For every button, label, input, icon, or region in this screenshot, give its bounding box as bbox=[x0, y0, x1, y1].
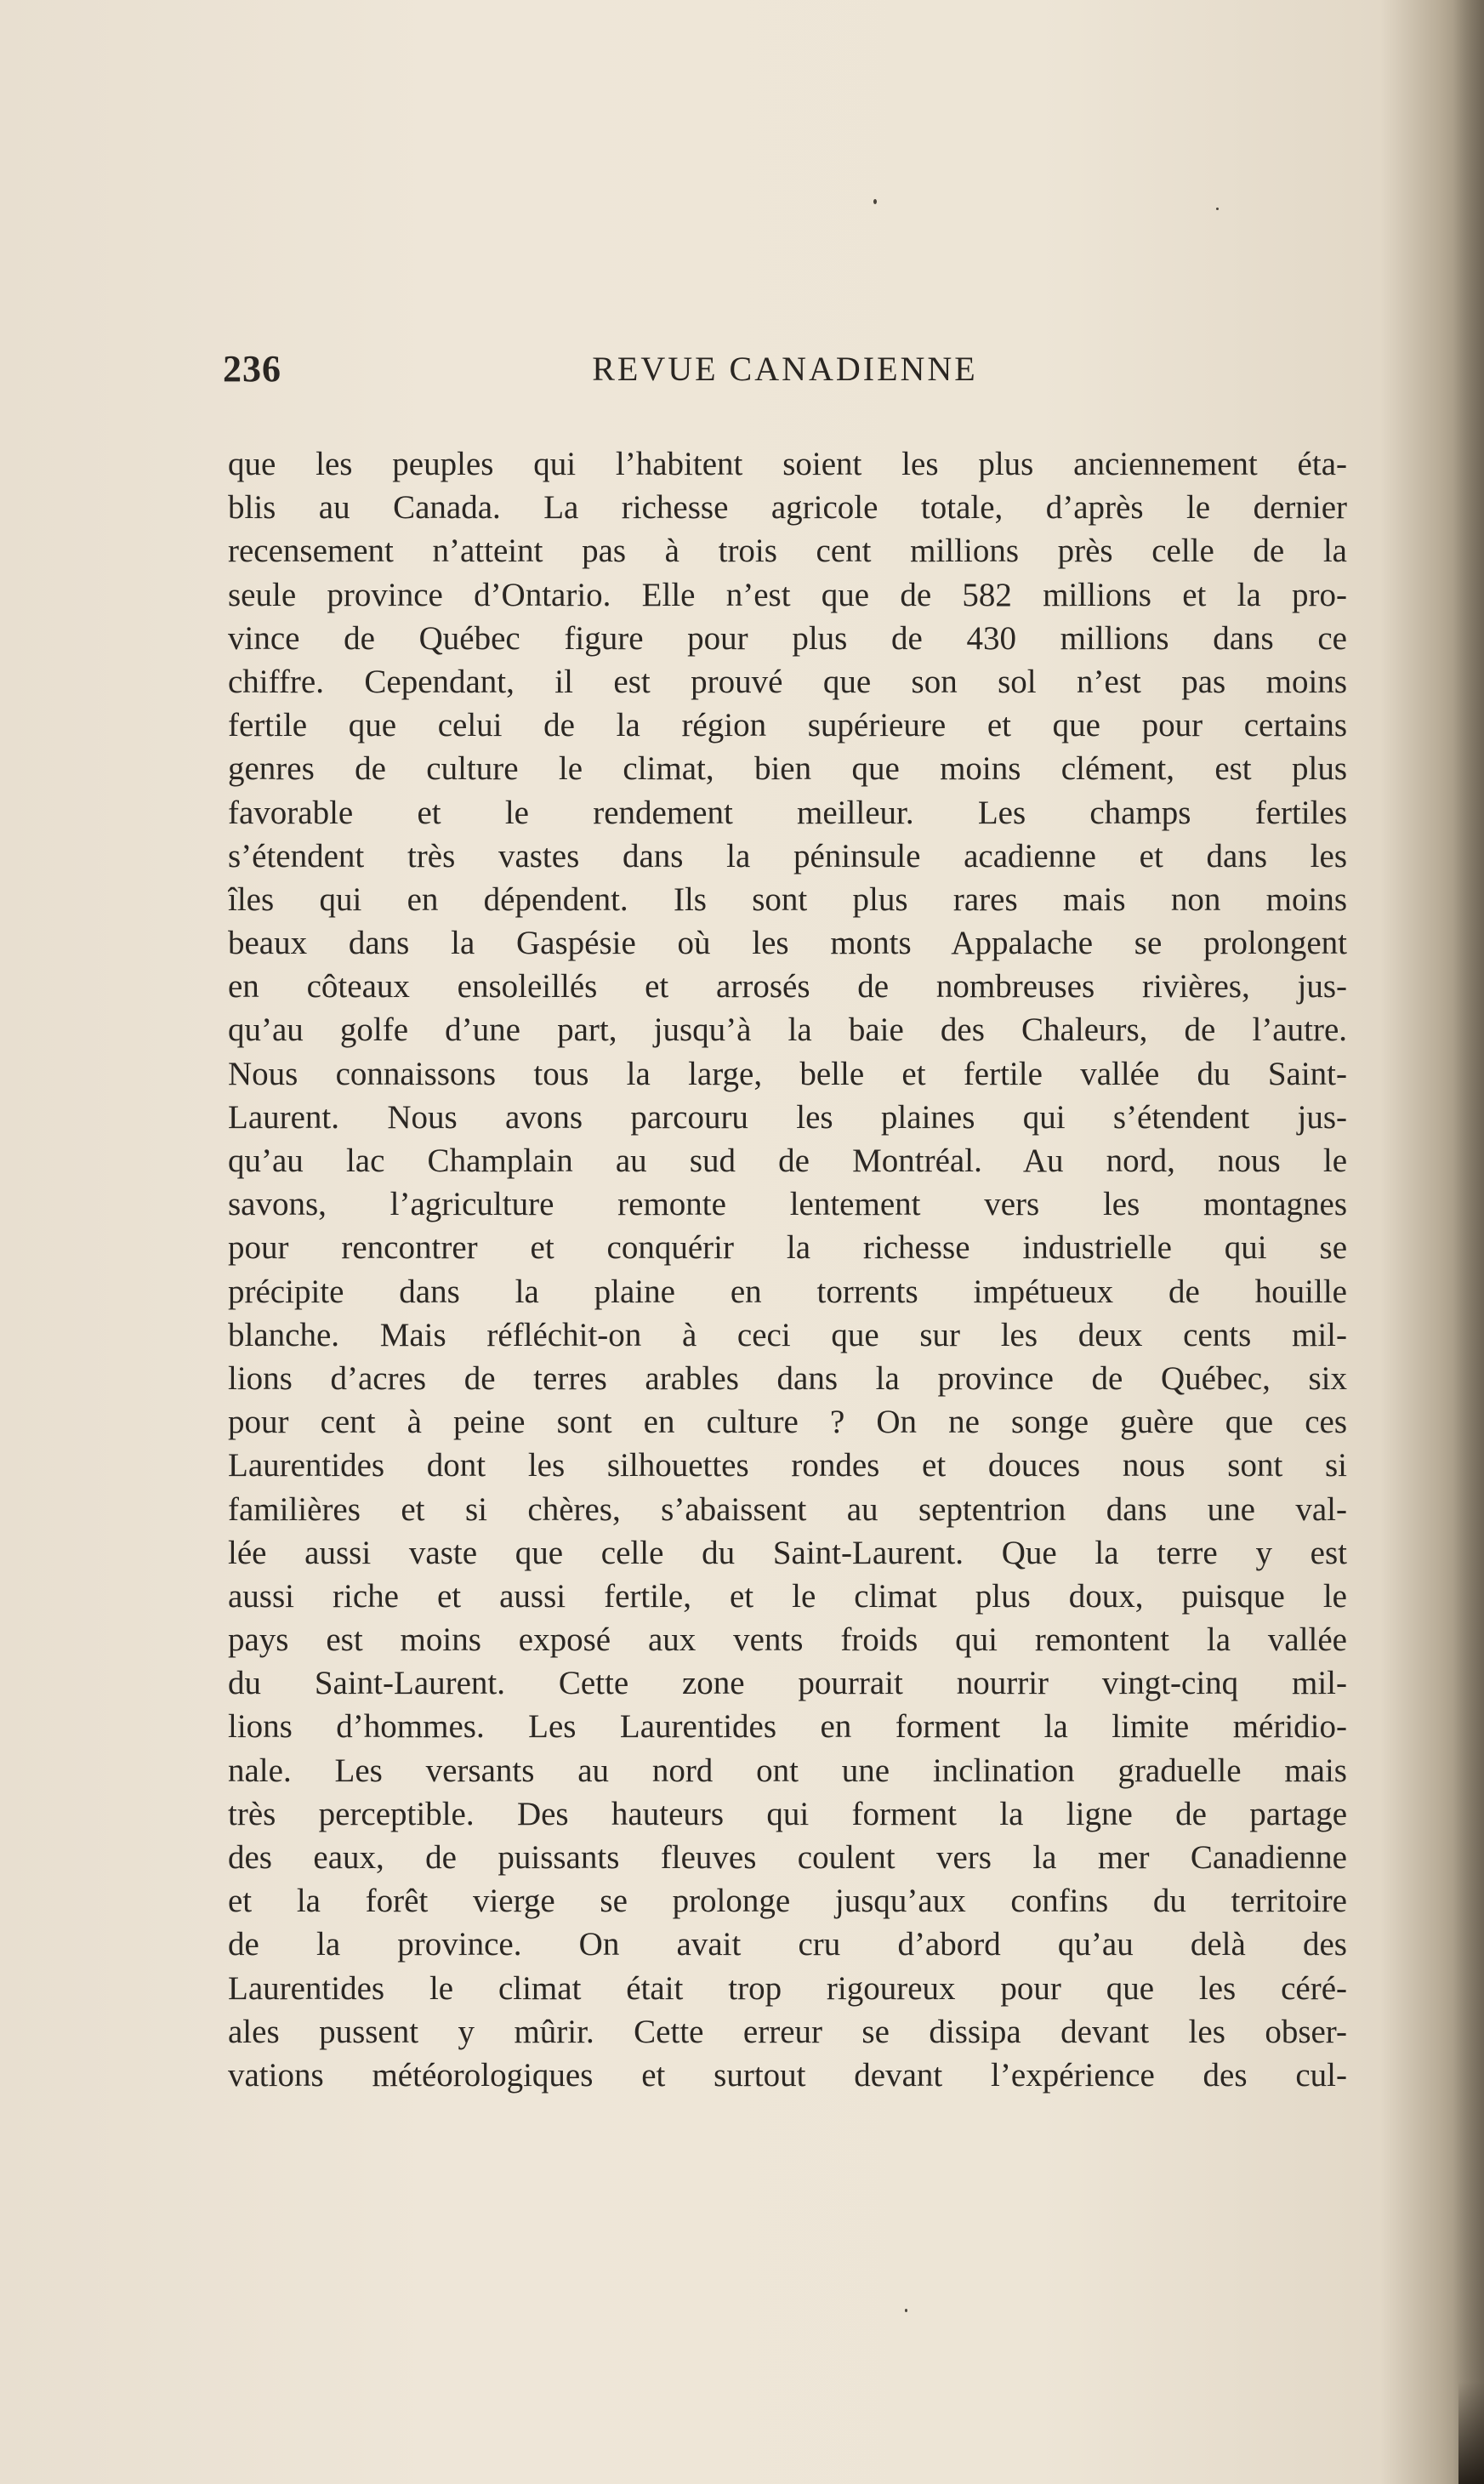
ink-speck bbox=[1216, 208, 1219, 210]
text-line: Laurentides le climat était trop rigoureux pour que les céré- bbox=[228, 1969, 1347, 2007]
text-line: qu’au golfe d’une part, jusqu’à la baie des Chaleurs, de l’autre. bbox=[228, 1011, 1347, 1049]
text-line: seule province d’Ontario. Elle n’est que de 582 millions et la pro- bbox=[228, 576, 1347, 613]
text-line: lée aussi vaste que celle du Saint-Laurent. Que la terre y est bbox=[228, 1534, 1347, 1571]
text-line: pays est moins exposé aux vents froids qui remontent la vallée bbox=[228, 1621, 1347, 1659]
text-line: de la province. On avait cru d’abord qu’au delà des bbox=[228, 1926, 1347, 1963]
text-line: recensement n’atteint pas à trois cent millions près celle de la bbox=[228, 533, 1347, 570]
text-line: très perceptible. Des hauteurs qui forment la ligne de partage bbox=[228, 1795, 1347, 1832]
text-line: beaux dans la Gaspésie où les monts Appalache se prolongent bbox=[228, 925, 1347, 962]
text-line: Laurent. Nous avons parcouru les plaines qui s’étendent jus- bbox=[228, 1098, 1347, 1136]
ink-speck bbox=[873, 199, 877, 204]
text-line: Nous connaissons tous la large, belle et fertile vallée du Saint- bbox=[228, 1055, 1347, 1092]
text-line: vince de Québec figure pour plus de 430 millions dans ce bbox=[228, 619, 1347, 657]
page-corner-shadow bbox=[1458, 2382, 1484, 2484]
text-line: pour cent à peine sont en culture ? On ne songe guère que ces bbox=[228, 1404, 1347, 1441]
body-text bbox=[228, 442, 1347, 2097]
text-line: favorable et le rendement meilleur. Les champs fertiles bbox=[228, 794, 1347, 831]
page-binding-shadow bbox=[1453, 0, 1484, 2484]
text-line: et la forêt vierge se prolonge jusqu’aux confins du territoire bbox=[228, 1883, 1347, 1920]
text-line: qu’au lac Champlain au sud de Montréal. Au nord, nous le bbox=[228, 1142, 1347, 1179]
text-line: en côteaux ensoleillés et arrosés de nombreuses rivières, jus- bbox=[228, 968, 1347, 1006]
text-line: Laurentides dont les silhouettes rondes et douces nous sont si bbox=[228, 1447, 1347, 1484]
text-line: ales pussent y mûrir. Cette erreur se dissipa devant les obser- bbox=[228, 2013, 1347, 2050]
text-line: blanche. Mais réfléchit-on à ceci que sur les deux cents mil- bbox=[228, 1316, 1347, 1353]
text-line: blis au Canada. La richesse agricole totale, d’après le dernier bbox=[228, 489, 1347, 527]
text-line: précipite dans la plaine en torrents impétueux de houille bbox=[228, 1273, 1347, 1310]
running-title: REVUE CANADIENNE bbox=[592, 350, 978, 388]
text-line: s’étendent très vastes dans la péninsule acadienne et dans les bbox=[228, 837, 1347, 875]
text-line: genres de culture le climat, bien que moins clément, est plus bbox=[228, 750, 1347, 788]
page-header bbox=[223, 347, 1347, 398]
text-line: aussi riche et aussi fertile, et le climat plus doux, puisque le bbox=[228, 1577, 1347, 1615]
text-line: îles qui en dépendent. Ils sont plus rares mais non moins bbox=[228, 880, 1347, 918]
text-line: familières et si chères, s’abaissent au septentrion dans une val- bbox=[228, 1490, 1347, 1528]
text-line: du Saint-Laurent. Cette zone pourrait nourrir vingt-cinq mil- bbox=[228, 1665, 1347, 1702]
text-line: vations météorologiques et surtout devant l’expérience des cul- bbox=[228, 2056, 1347, 2094]
text-line: nale. Les versants au nord ont une inclination graduelle mais bbox=[228, 1752, 1347, 1789]
text-line: lions d’hommes. Les Laurentides en forment la limite méridio- bbox=[228, 1708, 1347, 1746]
text-line: lions d’acres de terres arables dans la province de Québec, six bbox=[228, 1359, 1347, 1397]
text-line: pour rencontrer et conquérir la richesse industrielle qui se bbox=[228, 1229, 1347, 1267]
text-line: que les peuples qui l’habitent soient les plus anciennement éta- bbox=[228, 446, 1347, 482]
text-line: chiffre. Cependant, il est prouvé que son sol n’est pas moins bbox=[228, 663, 1347, 700]
text-line: des eaux, de puissants fleuves coulent vers la mer Canadienne bbox=[228, 1839, 1347, 1876]
text-line: fertile que celui de la région supérieure et que pour certains bbox=[228, 707, 1347, 744]
text-line: savons, l’agriculture remonte lentement vers les montagnes bbox=[228, 1186, 1347, 1223]
page-number: 236 bbox=[223, 348, 281, 390]
ink-speck bbox=[905, 2309, 907, 2312]
